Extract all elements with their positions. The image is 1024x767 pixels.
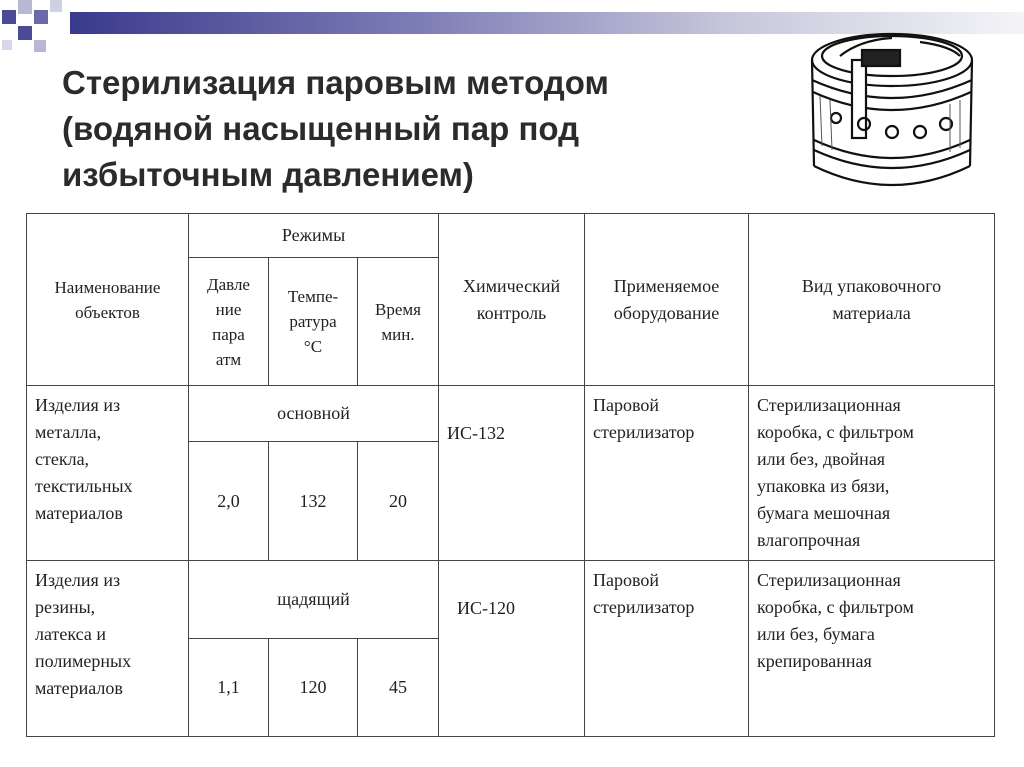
row1-packaging: Стерилизационная коробка, с фильтром или без, двойная упаковка из бязи, бумага мешочная влагопрочная [749,386,995,560]
header-row [27,214,995,258]
header-temperature: Темпе- ратура °С [269,258,358,386]
row1-temperature: 132 [269,442,358,560]
row1-equipment: Паровой стерилизатор [585,386,749,560]
table-row [27,386,995,442]
row2-pressure: 1,1 [189,638,269,736]
header-packaging: Вид упаковочного материала [749,214,995,386]
row2-name: Изделия из резины, латекса и полимерных материалов [27,560,189,736]
page-title [62,60,782,198]
row1-name: Изделия из металла, стекла, текстильных материалов [27,386,189,560]
header-chemical-control: Химический контроль [439,214,585,386]
sterilization-table [26,213,995,737]
row2-packaging: Стерилизационная коробка, с фильтром или без, бумага крепированная [749,560,995,736]
row2-time: 45 [358,638,439,736]
title-line-2: (водяной насыщенный пар под [62,110,580,147]
row2-mode: щадящий [189,560,439,638]
row1-time: 20 [358,442,439,560]
header-time: Время мин. [358,258,439,386]
row2-equipment: Паровой стерилизатор [585,560,749,736]
title-line-1: Стерилизация паровым методом [62,64,609,101]
row1-chemical-control: ИС-132 [439,386,585,560]
header-pressure: Давле ние пара атм [189,258,269,386]
title-line-3: избыточным давлением) [62,156,474,193]
row2-chemical-control: ИС-120 [439,560,585,736]
header-modes: Режимы [189,214,439,258]
header-name: Наименование объектов [27,214,189,386]
decorative-squares-icon [0,0,70,56]
table-row [27,560,995,638]
sterilization-box-icon [800,20,1000,198]
row1-mode: основной [189,386,439,442]
header-equipment: Применяемое оборудование [585,214,749,386]
row1-pressure: 2,0 [189,442,269,560]
row2-temperature: 120 [269,638,358,736]
